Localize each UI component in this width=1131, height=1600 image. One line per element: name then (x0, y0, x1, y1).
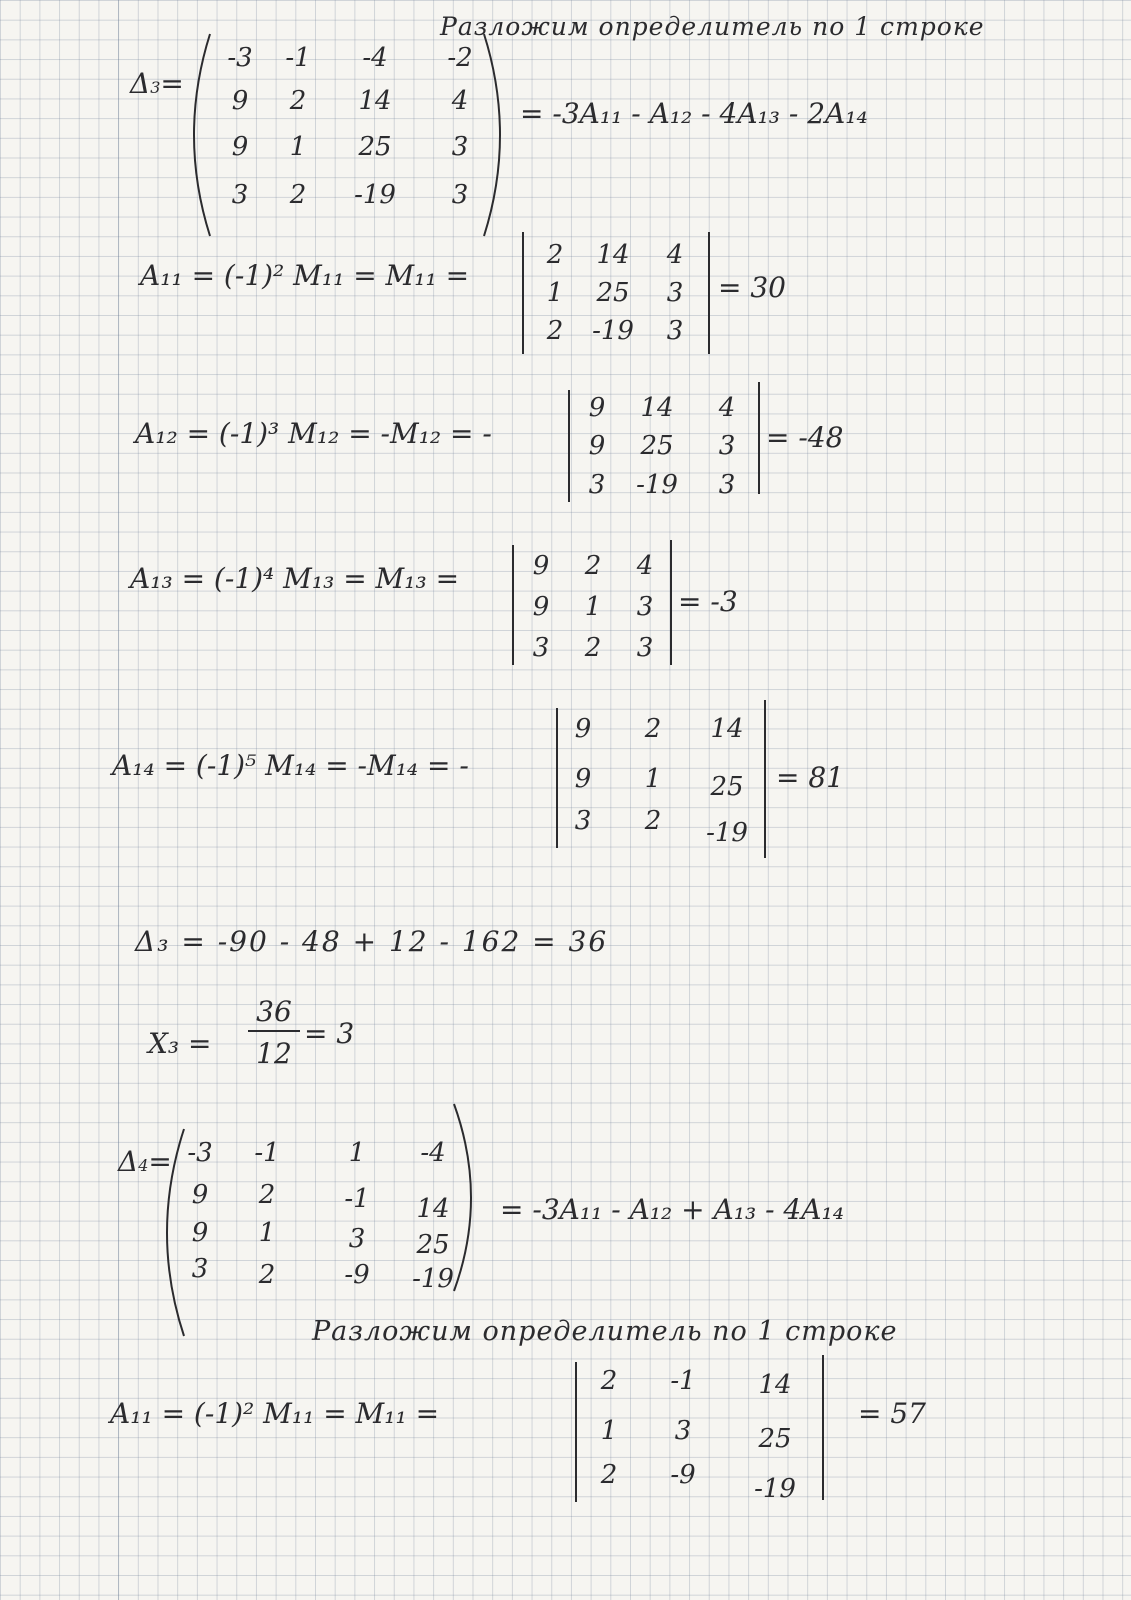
matrix-cell: 2 (258, 1180, 276, 1210)
matrix-cell: 9 (191, 1180, 209, 1210)
matrix-cell: 3 (191, 1254, 209, 1284)
matrix-cell: 25 (358, 132, 392, 162)
x3-label: X₃ = (148, 1027, 212, 1060)
matrix-cell: 2 (289, 86, 307, 116)
d3-label: Δ3= (130, 67, 184, 100)
header-note: Разложим определитель по 1 строке (440, 12, 985, 41)
matrix-cell: 14 (596, 240, 630, 270)
matrix-cell: 3 (451, 180, 469, 210)
a11-lhs: A₁₁ = (-1)² M₁₁ = M₁₁ = (140, 259, 470, 292)
d4-label: Δ4= (118, 1145, 172, 1178)
matrix-cell: 2 (546, 240, 564, 270)
matrix-cell: 3 (574, 806, 592, 836)
matrix-cell: 9 (191, 1218, 209, 1248)
matrix-cell: 3 (451, 132, 469, 162)
matrix-cell: 14 (358, 86, 392, 116)
matrix-cell: 25 (640, 431, 674, 461)
matrix-cell: 9 (532, 592, 550, 622)
matrix-cell: 2 (289, 180, 307, 210)
matrix-cell: 2 (600, 1460, 618, 1490)
matrix-cell: 2 (546, 316, 564, 346)
a14-result: = 81 (776, 761, 844, 794)
matrix-cell: 1 (644, 764, 662, 794)
matrix-cell: -9 (670, 1460, 696, 1490)
matrix-cell: 2 (258, 1260, 276, 1290)
matrix-cell: -19 (636, 470, 678, 500)
expansion-note: Разложим определитель по 1 строке (312, 1316, 898, 1347)
matrix-cell: 4 (451, 86, 469, 116)
matrix-cell: -4 (362, 43, 388, 73)
matrix-cell: -2 (447, 43, 473, 73)
matrix-cell: 14 (640, 393, 674, 423)
x3-denominator: 12 (256, 1037, 292, 1070)
matrix-cell: 14 (710, 714, 744, 744)
a12-lhs: A₁₂ = (-1)³ M₁₂ = -M₁₂ = - (135, 417, 492, 450)
d4-right-paren (448, 1100, 488, 1295)
matrix-cell: -3 (227, 43, 253, 73)
matrix-cell: 2 (600, 1366, 618, 1396)
a11-d4-right-bar (822, 1355, 824, 1500)
d3-expansion: = -3A₁₁ - A₁₂ - 4A₁₃ - 2A₁₄ (520, 97, 868, 130)
matrix-cell: -3 (187, 1138, 213, 1168)
matrix-cell: 9 (588, 431, 606, 461)
x3-numerator: 36 (256, 995, 292, 1028)
a13-result: = -3 (678, 585, 738, 618)
matrix-cell: -19 (592, 316, 634, 346)
d3-right-paren (478, 30, 518, 240)
a14-lhs: A₁₄ = (-1)⁵ M₁₄ = -M₁₄ = - (112, 749, 469, 782)
matrix-cell: 9 (532, 551, 550, 581)
a12-result: = -48 (766, 421, 844, 454)
a12-right-bar (758, 382, 760, 494)
matrix-cell: 9 (231, 132, 249, 162)
a13-right-bar (670, 540, 672, 665)
matrix-cell: 4 (718, 393, 736, 423)
matrix-cell: 9 (588, 393, 606, 423)
matrix-cell: 3 (588, 470, 606, 500)
matrix-cell: 9 (574, 764, 592, 794)
matrix-cell: 2 (584, 551, 602, 581)
matrix-cell: -1 (670, 1366, 696, 1396)
matrix-cell: 2 (644, 806, 662, 836)
matrix-cell: 1 (289, 132, 307, 162)
matrix-cell: -19 (354, 180, 396, 210)
matrix-cell: 25 (758, 1424, 792, 1454)
matrix-cell: 3 (636, 633, 654, 663)
matrix-cell: 3 (718, 431, 736, 461)
matrix-cell: 1 (600, 1416, 618, 1446)
matrix-cell: -4 (420, 1138, 446, 1168)
a11-d4-lhs: A₁₁ = (-1)² M₁₁ = M₁₁ = (110, 1397, 440, 1430)
a14-right-bar (764, 700, 766, 858)
matrix-cell: 4 (636, 551, 654, 581)
matrix-cell: 9 (231, 86, 249, 116)
matrix-cell: -19 (412, 1264, 454, 1294)
matrix-cell: 2 (584, 633, 602, 663)
matrix-cell: -1 (344, 1184, 370, 1214)
matrix-cell: 2 (644, 714, 662, 744)
matrix-cell: 3 (674, 1416, 692, 1446)
matrix-cell: 3 (636, 592, 654, 622)
matrix-cell: 1 (584, 592, 602, 622)
matrix-cell: 25 (596, 278, 630, 308)
a11-right-bar (708, 232, 710, 354)
matrix-cell: -19 (706, 818, 748, 848)
matrix-cell: 1 (546, 278, 564, 308)
matrix-cell: -1 (285, 43, 311, 73)
matrix-cell: 3 (348, 1224, 366, 1254)
a11-result: = 30 (718, 271, 786, 304)
matrix-cell: 25 (710, 772, 744, 802)
matrix-cell: 4 (666, 240, 684, 270)
matrix-cell: 3 (532, 633, 550, 663)
matrix-cell: 1 (258, 1218, 276, 1248)
matrix-cell: 25 (416, 1230, 450, 1260)
d4-expansion: = -3A₁₁ - A₁₂ + A₁₃ - 4A₁₄ (500, 1193, 844, 1226)
matrix-cell: 14 (758, 1370, 792, 1400)
matrix-cell: 3 (231, 180, 249, 210)
d3-sum: Δ₃ = -90 - 48 + 12 - 162 = 36 (135, 925, 609, 958)
matrix-cell: 3 (666, 316, 684, 346)
a13-lhs: A₁₃ = (-1)⁴ M₁₃ = M₁₃ = (130, 562, 460, 595)
matrix-cell: -1 (254, 1138, 280, 1168)
matrix-cell: 3 (718, 470, 736, 500)
matrix-cell: -19 (754, 1474, 796, 1504)
matrix-cell: 14 (416, 1194, 450, 1224)
x3-result: = 3 (304, 1017, 355, 1050)
matrix-cell: -9 (344, 1260, 370, 1290)
a11-d4-result: = 57 (858, 1397, 926, 1430)
matrix-cell: 9 (574, 714, 592, 744)
margin-line (118, 0, 119, 1600)
x3-fraction-line (248, 1030, 300, 1032)
matrix-cell: 1 (348, 1138, 366, 1168)
matrix-cell: 3 (666, 278, 684, 308)
